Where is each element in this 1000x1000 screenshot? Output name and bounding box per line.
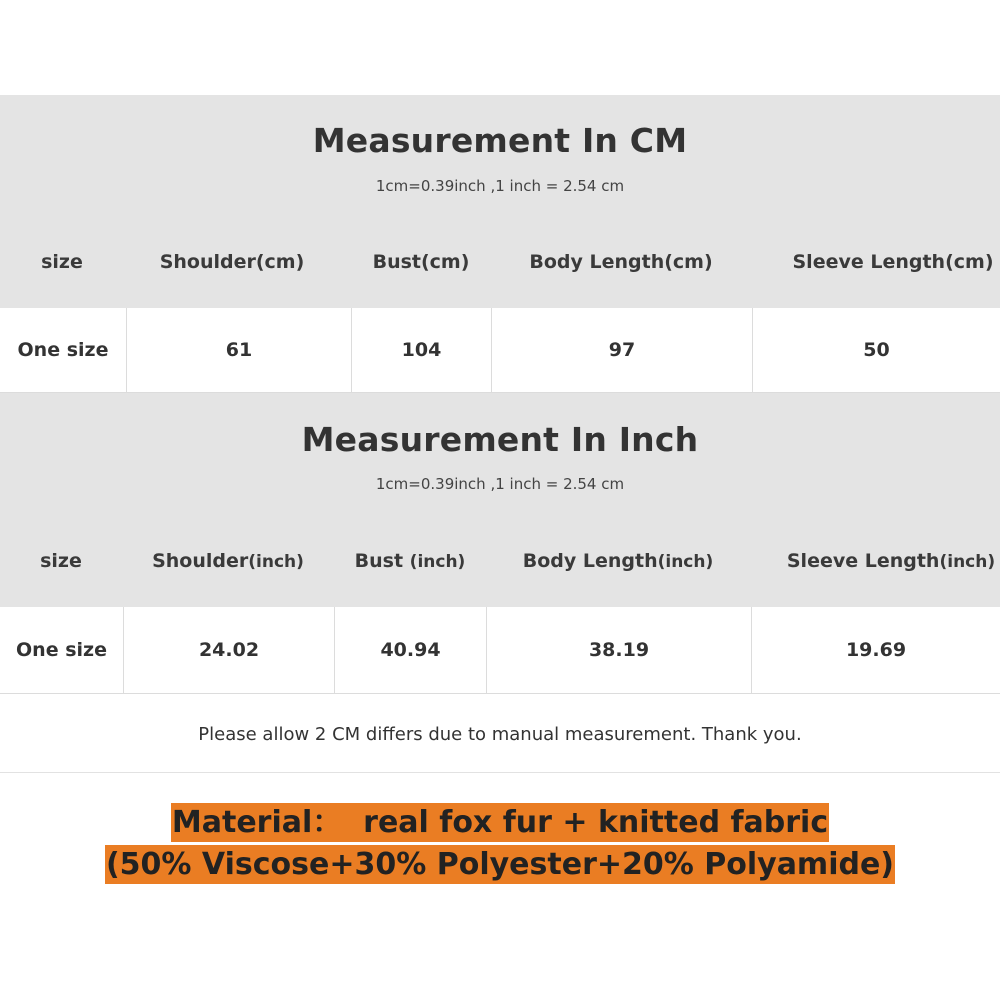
- inch-header-sleeve-length-label: Sleeve Length: [786, 550, 940, 572]
- cm-header-bust: Bust(cm): [372, 251, 470, 273]
- inch-subtitle: 1cm=0.39inch ,1 inch = 2.54 cm: [375, 475, 625, 493]
- note-divider: [0, 772, 1000, 773]
- inch-header-shoulder: [152, 550, 304, 572]
- cm-title: Measurement In CM: [312, 121, 688, 160]
- inch-header-size: [40, 550, 82, 572]
- inch-cell-shoulder: 24.02: [124, 607, 335, 693]
- inch-cell-bust: 40.94: [335, 607, 487, 693]
- inch-header-body-length: [523, 550, 714, 572]
- inch-header-body-length-unit: (inch): [657, 552, 714, 572]
- cm-header-shoulder: Shoulder(cm): [159, 251, 305, 273]
- inch-title: Measurement In Inch: [301, 420, 699, 459]
- inch-cell-sleeve-length: 19.69: [845, 639, 907, 661]
- inch-header-shoulder-unit: (inch): [248, 552, 304, 572]
- inch-data-row: [0, 607, 1000, 694]
- inch-header-bust-unit: (inch): [409, 552, 466, 572]
- cm-cell-size: One size: [0, 308, 127, 392]
- cm-data-row: [0, 308, 1000, 393]
- material-line-1: [0, 797, 1000, 841]
- cm-cell-bust: 104: [352, 308, 492, 392]
- cm-section: [0, 95, 1000, 308]
- material-line-2-text: (50% Viscose+30% Polyester+20% Polyamide): [105, 847, 895, 882]
- inch-header-body-length-label: Body Length: [522, 550, 658, 572]
- cm-cell-sleeve-length: 50: [863, 339, 890, 361]
- inch-header-bust: [355, 550, 466, 572]
- inch-header-sleeve-length: [787, 550, 995, 572]
- cm-header-size: size: [41, 251, 83, 273]
- inch-header-sleeve-length-unit: (inch): [939, 552, 996, 572]
- material-line-1-text: Material： real fox fur + knitted fabric: [171, 805, 829, 840]
- cm-cell-shoulder: 61: [127, 308, 352, 392]
- inch-cell-size: One size: [0, 607, 124, 693]
- inch-header-bust-label: Bust: [354, 550, 410, 572]
- material-line-2: [0, 847, 1000, 882]
- cm-cell-body-length: 97: [492, 308, 753, 392]
- cm-subtitle: 1cm=0.39inch ,1 inch = 2.54 cm: [375, 177, 625, 195]
- inch-cell-body-length: 38.19: [487, 607, 752, 693]
- cm-header-sleeve-length: Sleeve Length(cm): [792, 251, 994, 273]
- inch-section: [0, 393, 1000, 607]
- inch-header-size-label: size: [40, 550, 82, 572]
- cm-header-body-length: Body Length(cm): [529, 251, 713, 273]
- measurement-note: Please allow 2 CM differs due to manual measurement. Thank you.: [198, 724, 802, 745]
- inch-header-shoulder-label: Shoulder: [152, 550, 249, 572]
